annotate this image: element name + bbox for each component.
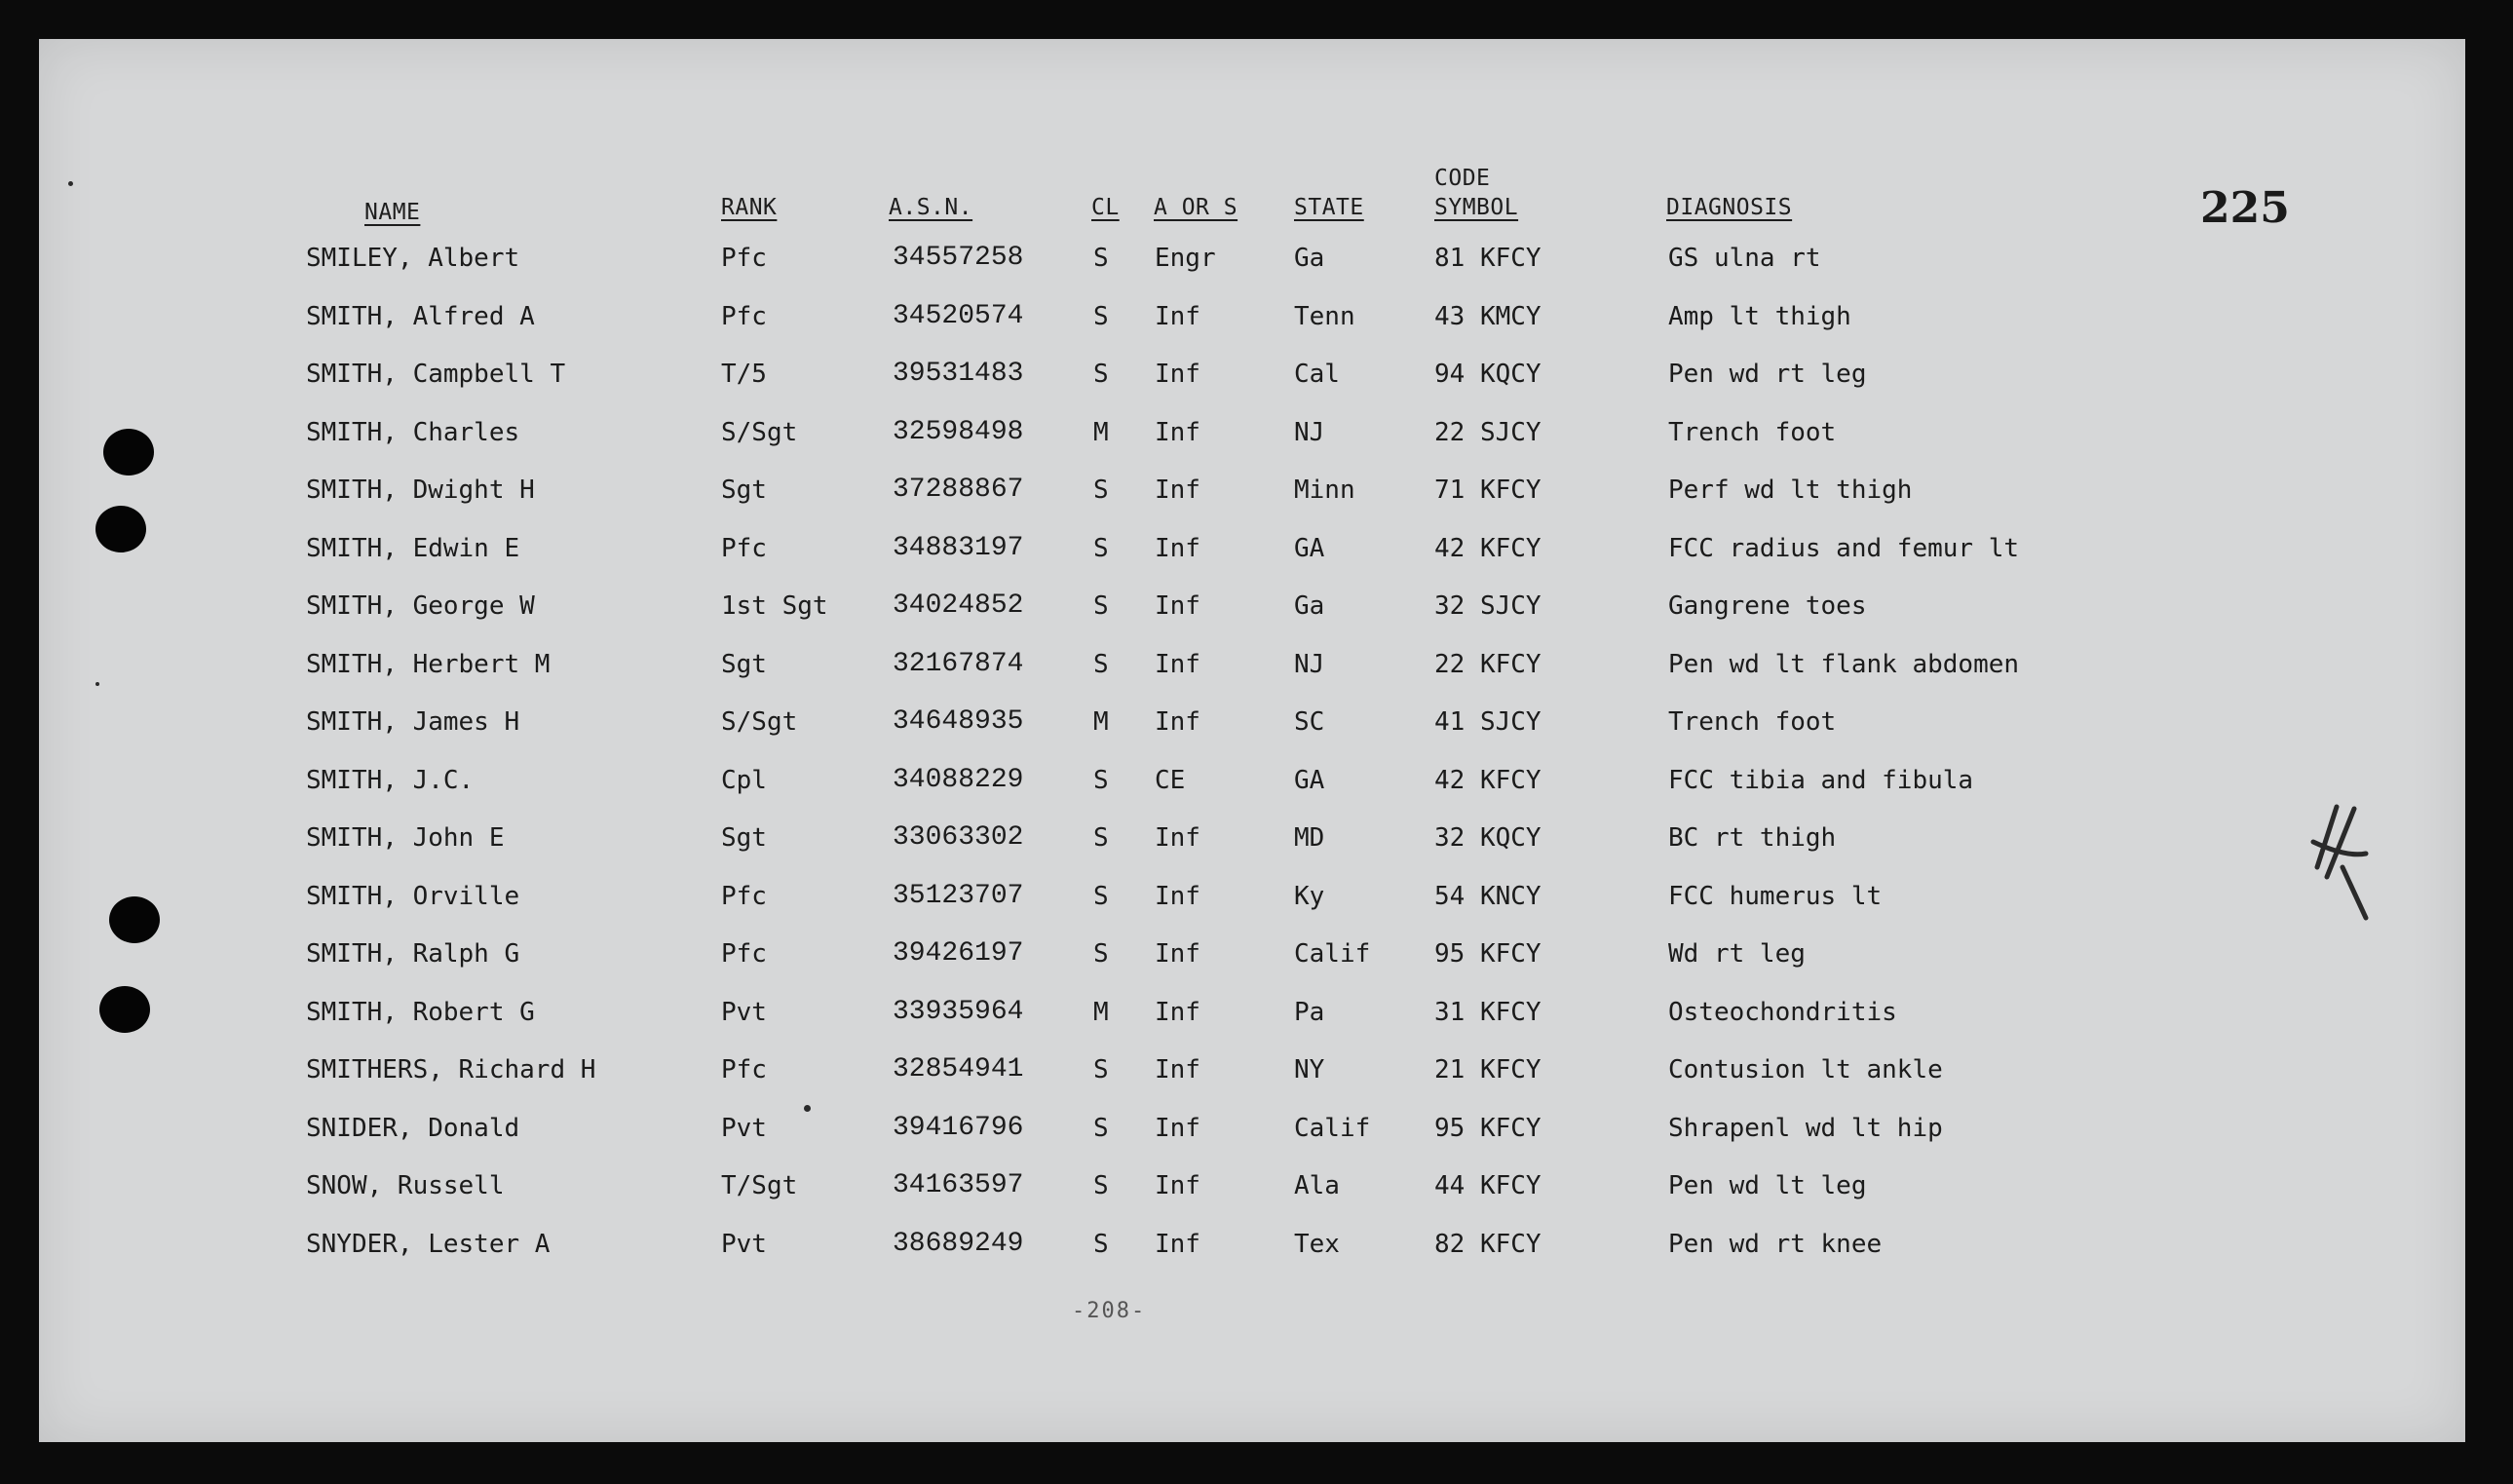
- row-code-symbol: 44 KFCY: [1434, 1171, 1542, 1200]
- row-name: SMITHERS, Richard H: [306, 1055, 596, 1084]
- row-name: SMITH, Orville: [306, 881, 520, 911]
- header-a-or-s: A OR S: [1154, 195, 1238, 220]
- row-cl: S: [1093, 649, 1109, 679]
- row-diagnosis: Contusion lt ankle: [1668, 1055, 1943, 1084]
- header-name: NAME: [364, 200, 421, 225]
- row-state: SC: [1294, 707, 1325, 737]
- row-asn: 34520574: [893, 300, 1024, 331]
- row-diagnosis: Trench foot: [1668, 417, 1837, 447]
- row-rank: T/Sgt: [721, 1171, 798, 1200]
- row-asn: 33935964: [893, 996, 1024, 1027]
- row-state: NJ: [1294, 649, 1325, 679]
- ink-speck: [68, 181, 73, 186]
- row-state: GA: [1294, 765, 1325, 795]
- row-state: Tenn: [1294, 301, 1355, 331]
- row-state: Minn: [1294, 476, 1355, 505]
- row-a-or-s: Inf: [1155, 707, 1200, 737]
- row-name: SMILEY, Albert: [306, 244, 520, 273]
- row-asn: 37288867: [893, 475, 1024, 505]
- row-cl: M: [1093, 417, 1109, 447]
- row-asn: 39531483: [893, 359, 1024, 389]
- row-cl: S: [1093, 533, 1109, 563]
- row-name: SNYDER, Lester A: [306, 1229, 551, 1259]
- row-diagnosis: GS ulna rt: [1668, 244, 1821, 273]
- row-code-symbol: 22 KFCY: [1434, 649, 1542, 679]
- row-state: Cal: [1294, 360, 1340, 389]
- row-cl: S: [1093, 939, 1109, 969]
- table-row: [39, 818, 2465, 857]
- row-code-symbol: 71 KFCY: [1434, 476, 1542, 505]
- row-cl: S: [1093, 591, 1109, 621]
- table-row: [39, 761, 2465, 800]
- row-state: Tex: [1294, 1229, 1340, 1259]
- row-a-or-s: Inf: [1155, 649, 1200, 679]
- table-row: [39, 529, 2465, 568]
- row-name: SMITH, George W: [306, 591, 535, 621]
- row-cl: S: [1093, 301, 1109, 331]
- table-row: [39, 877, 2465, 916]
- row-rank: Pfc: [721, 301, 767, 331]
- row-diagnosis: Pen wd rt leg: [1668, 360, 1867, 389]
- row-code-symbol: 95 KFCY: [1434, 1113, 1542, 1143]
- row-asn: 34163597: [893, 1170, 1024, 1200]
- row-cl: M: [1093, 997, 1109, 1027]
- table-row: [39, 1225, 2465, 1264]
- row-name: SMITH, Dwight H: [306, 476, 535, 505]
- row-rank: Sgt: [721, 476, 767, 505]
- row-diagnosis: Perf wd lt thigh: [1668, 476, 1913, 505]
- row-asn: 34883197: [893, 532, 1024, 563]
- row-name: SMITH, Alfred A: [306, 301, 535, 331]
- row-a-or-s: Inf: [1155, 823, 1200, 853]
- row-rank: Pvt: [721, 1113, 767, 1143]
- row-asn: 39426197: [893, 938, 1024, 969]
- table-row: [39, 993, 2465, 1032]
- row-diagnosis: FCC tibia and fibula: [1668, 765, 1974, 795]
- header-cl: CL: [1091, 195, 1120, 220]
- row-rank: 1st Sgt: [721, 591, 828, 621]
- page-number: 225: [2200, 183, 2290, 233]
- row-name: SMITH, John E: [306, 823, 505, 853]
- row-diagnosis: Pen wd lt flank abdomen: [1668, 649, 2020, 679]
- row-a-or-s: Inf: [1155, 417, 1200, 447]
- header-code-line2: SYMBOL: [1434, 195, 1519, 220]
- row-rank: Pfc: [721, 244, 767, 273]
- row-rank: S/Sgt: [721, 417, 798, 447]
- row-code-symbol: 43 KMCY: [1434, 301, 1542, 331]
- row-a-or-s: Inf: [1155, 301, 1200, 331]
- row-code-symbol: 42 KFCY: [1434, 533, 1542, 563]
- row-diagnosis: Shrapenl wd lt hip: [1668, 1113, 1943, 1143]
- row-asn: 34088229: [893, 764, 1024, 795]
- row-a-or-s: Inf: [1155, 881, 1200, 911]
- row-a-or-s: Inf: [1155, 997, 1200, 1027]
- row-state: Ga: [1294, 591, 1325, 621]
- row-diagnosis: Pen wd rt knee: [1668, 1229, 1883, 1259]
- row-code-symbol: 82 KFCY: [1434, 1229, 1542, 1259]
- row-a-or-s: Inf: [1155, 939, 1200, 969]
- row-a-or-s: Inf: [1155, 1055, 1200, 1084]
- row-state: NJ: [1294, 417, 1325, 447]
- row-rank: Cpl: [721, 765, 767, 795]
- row-code-symbol: 31 KFCY: [1434, 997, 1542, 1027]
- row-a-or-s: Inf: [1155, 533, 1200, 563]
- row-rank: Sgt: [721, 649, 767, 679]
- footer-mark: -208-: [1072, 1299, 1147, 1323]
- row-asn: 38689249: [893, 1228, 1024, 1259]
- table-row: [39, 297, 2465, 336]
- row-asn: 39416796: [893, 1112, 1024, 1143]
- row-code-symbol: 32 SJCY: [1434, 591, 1542, 621]
- table-row: [39, 703, 2465, 742]
- row-a-or-s: Engr: [1155, 244, 1216, 273]
- row-name: SMITH, Robert G: [306, 997, 535, 1027]
- row-diagnosis: BC rt thigh: [1668, 823, 1837, 853]
- table-row: [39, 355, 2465, 394]
- table-row: [39, 587, 2465, 626]
- row-asn: 32167874: [893, 648, 1024, 679]
- row-a-or-s: Inf: [1155, 1229, 1200, 1259]
- row-a-or-s: Inf: [1155, 591, 1200, 621]
- row-rank: Pfc: [721, 939, 767, 969]
- row-state: GA: [1294, 533, 1325, 563]
- row-name: SMITH, Edwin E: [306, 533, 520, 563]
- row-cl: S: [1093, 765, 1109, 795]
- row-code-symbol: 42 KFCY: [1434, 765, 1542, 795]
- row-code-symbol: 94 KQCY: [1434, 360, 1542, 389]
- row-name: SMITH, Charles: [306, 417, 520, 447]
- row-code-symbol: 32 KQCY: [1434, 823, 1542, 853]
- row-code-symbol: 95 KFCY: [1434, 939, 1542, 969]
- row-cl: M: [1093, 707, 1109, 737]
- row-a-or-s: Inf: [1155, 476, 1200, 505]
- table-row: [39, 413, 2465, 452]
- table-row: [39, 645, 2465, 684]
- header-asn: A.S.N.: [889, 195, 973, 220]
- table-row: [39, 239, 2465, 278]
- header-state: STATE: [1294, 195, 1364, 220]
- row-diagnosis: Amp lt thigh: [1668, 301, 1851, 331]
- row-code-symbol: 54 KNCY: [1434, 881, 1542, 911]
- header-code-line1: CODE: [1434, 166, 1491, 191]
- row-cl: S: [1093, 244, 1109, 273]
- row-a-or-s: CE: [1155, 765, 1186, 795]
- row-diagnosis: Wd rt leg: [1668, 939, 1806, 969]
- row-asn: 32598498: [893, 416, 1024, 447]
- table-row: [39, 471, 2465, 510]
- row-cl: S: [1093, 476, 1109, 505]
- row-rank: Pvt: [721, 997, 767, 1027]
- row-rank: S/Sgt: [721, 707, 798, 737]
- row-diagnosis: FCC radius and femur lt: [1668, 533, 2020, 563]
- row-diagnosis: Pen wd lt leg: [1668, 1171, 1867, 1200]
- row-code-symbol: 81 KFCY: [1434, 244, 1542, 273]
- table-row: [39, 1050, 2465, 1089]
- row-cl: S: [1093, 823, 1109, 853]
- row-state: Pa: [1294, 997, 1325, 1027]
- row-rank: T/5: [721, 360, 767, 389]
- header-rank: RANK: [721, 195, 778, 220]
- header-diagnosis: DIAGNOSIS: [1666, 195, 1793, 220]
- document-sheet: [39, 39, 2465, 1442]
- row-a-or-s: Inf: [1155, 360, 1200, 389]
- table-row: [39, 1109, 2465, 1148]
- row-state: MD: [1294, 823, 1325, 853]
- table-row: [39, 934, 2465, 973]
- row-asn: 34557258: [893, 243, 1024, 273]
- row-code-symbol: 21 KFCY: [1434, 1055, 1542, 1084]
- row-cl: S: [1093, 1113, 1109, 1143]
- row-cl: S: [1093, 881, 1109, 911]
- row-state: Ky: [1294, 881, 1325, 911]
- row-a-or-s: Inf: [1155, 1171, 1200, 1200]
- row-rank: Sgt: [721, 823, 767, 853]
- row-state: Calif: [1294, 1113, 1371, 1143]
- row-asn: 33063302: [893, 822, 1024, 853]
- row-cl: S: [1093, 1171, 1109, 1200]
- row-name: SMITH, James H: [306, 707, 520, 737]
- row-cl: S: [1093, 360, 1109, 389]
- row-name: SMITH, Herbert M: [306, 649, 551, 679]
- row-rank: Pfc: [721, 533, 767, 563]
- handwritten-tally-mark: [2307, 799, 2376, 926]
- row-name: SNIDER, Donald: [306, 1113, 520, 1143]
- row-cl: S: [1093, 1055, 1109, 1084]
- row-cl: S: [1093, 1229, 1109, 1259]
- row-asn: 34024852: [893, 590, 1024, 621]
- row-diagnosis: Gangrene toes: [1668, 591, 1867, 621]
- row-a-or-s: Inf: [1155, 1113, 1200, 1143]
- row-state: Calif: [1294, 939, 1371, 969]
- row-diagnosis: Osteochondritis: [1668, 997, 1897, 1027]
- row-asn: 32854941: [893, 1054, 1024, 1084]
- row-code-symbol: 22 SJCY: [1434, 417, 1542, 447]
- row-name: SMITH, Campbell T: [306, 360, 566, 389]
- table-row: [39, 1166, 2465, 1205]
- row-state: Ga: [1294, 244, 1325, 273]
- row-name: SNOW, Russell: [306, 1171, 505, 1200]
- row-name: SMITH, Ralph G: [306, 939, 520, 969]
- row-name: SMITH, J.C.: [306, 765, 475, 795]
- row-rank: Pfc: [721, 1055, 767, 1084]
- row-state: Ala: [1294, 1171, 1340, 1200]
- row-rank: Pfc: [721, 881, 767, 911]
- row-rank: Pvt: [721, 1229, 767, 1259]
- row-diagnosis: Trench foot: [1668, 707, 1837, 737]
- row-state: NY: [1294, 1055, 1325, 1084]
- row-diagnosis: FCC humerus lt: [1668, 881, 1883, 911]
- row-code-symbol: 41 SJCY: [1434, 707, 1542, 737]
- row-asn: 35123707: [893, 880, 1024, 911]
- row-asn: 34648935: [893, 706, 1024, 737]
